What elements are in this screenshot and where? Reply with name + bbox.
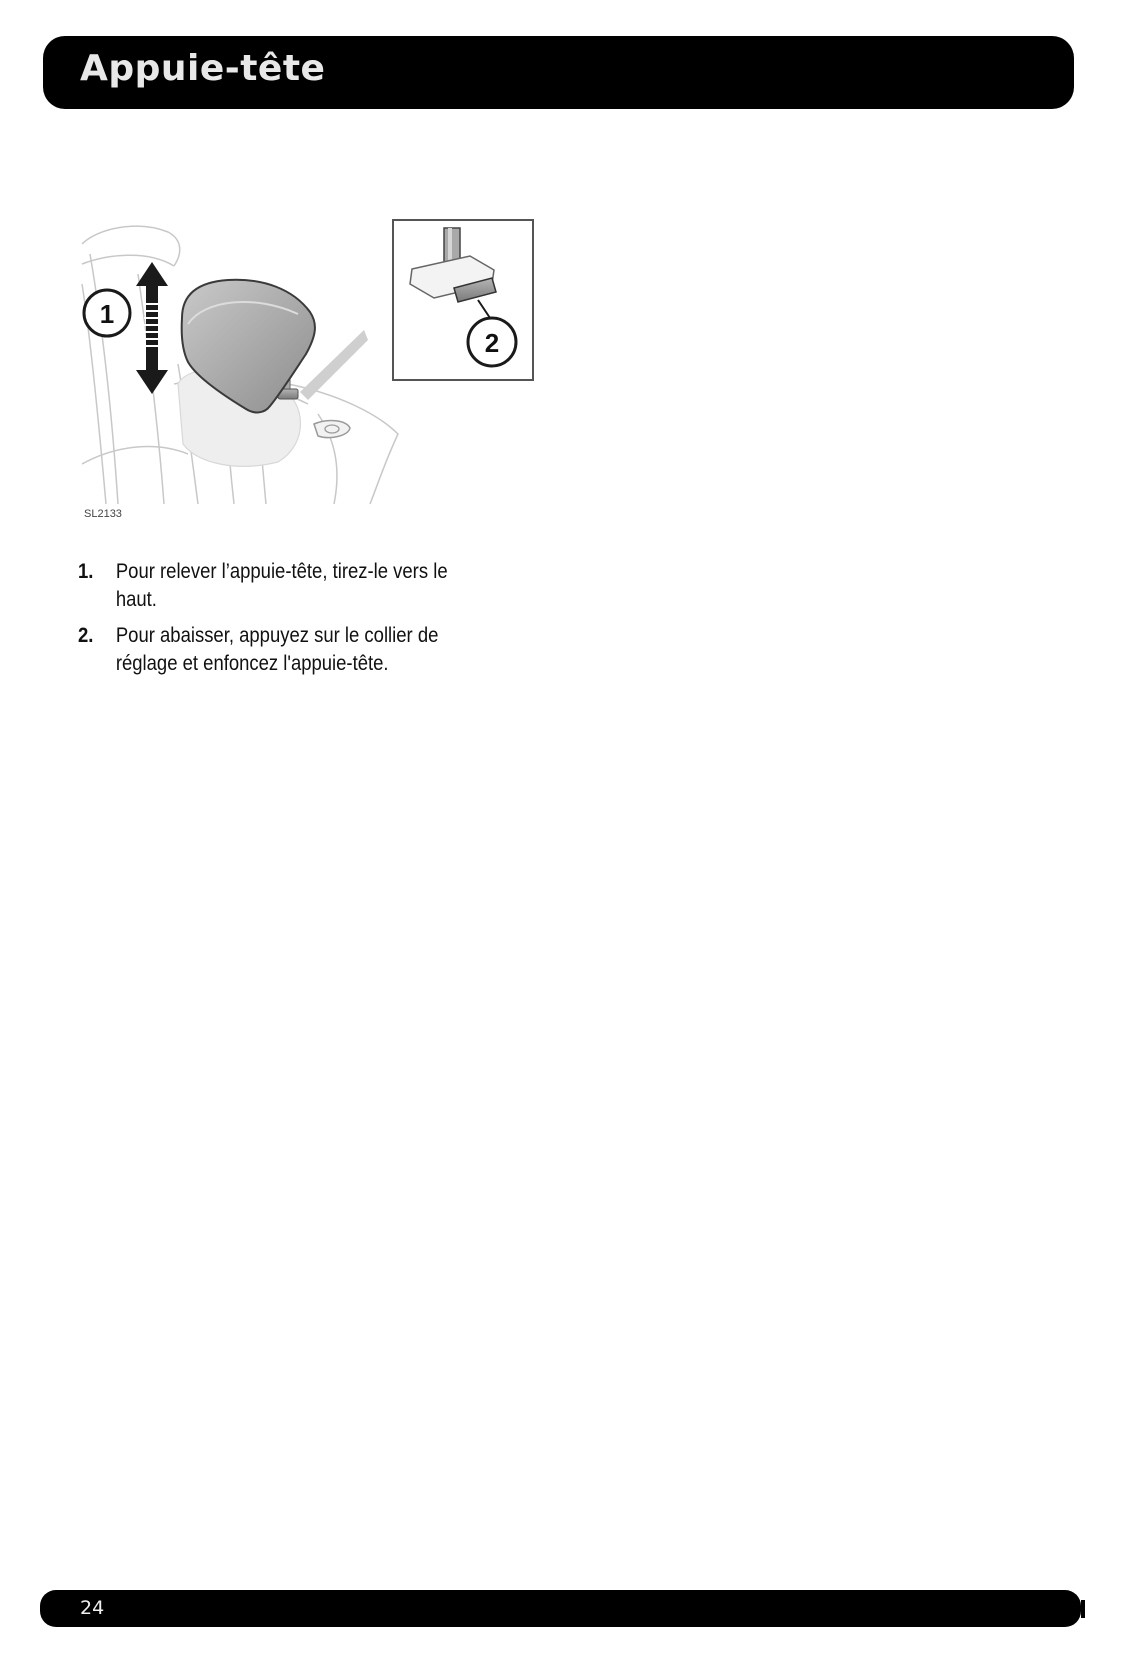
- instruction-item: [78, 622, 492, 678]
- instruction-item: [78, 558, 492, 614]
- instruction-number: 2.: [78, 624, 94, 647]
- release-collar-detail: [393, 220, 533, 380]
- page-title: Appuie-tête: [80, 48, 326, 89]
- page-number: 24: [80, 1597, 105, 1619]
- page-footer: [40, 1590, 1081, 1627]
- callout-2: 2: [484, 328, 500, 358]
- headrest-figure: [78, 214, 538, 526]
- up-down-arrow: [136, 262, 168, 394]
- callout-1: 1: [99, 299, 115, 329]
- figure-reference-code: SL2133: [84, 508, 122, 520]
- instruction-list: [78, 558, 492, 686]
- section-header: [43, 36, 1074, 109]
- instruction-text: Pour abaisser, appuyez sur le collier de réglage et enfoncez l'appuie-tête.: [115, 624, 439, 675]
- instruction-text: Pour relever l’appuie-tête, tirez-le vers le haut.: [115, 560, 448, 611]
- headrest-illustration: [78, 214, 538, 526]
- footer-tick: [1081, 1600, 1085, 1618]
- instruction-number: 1.: [78, 560, 94, 583]
